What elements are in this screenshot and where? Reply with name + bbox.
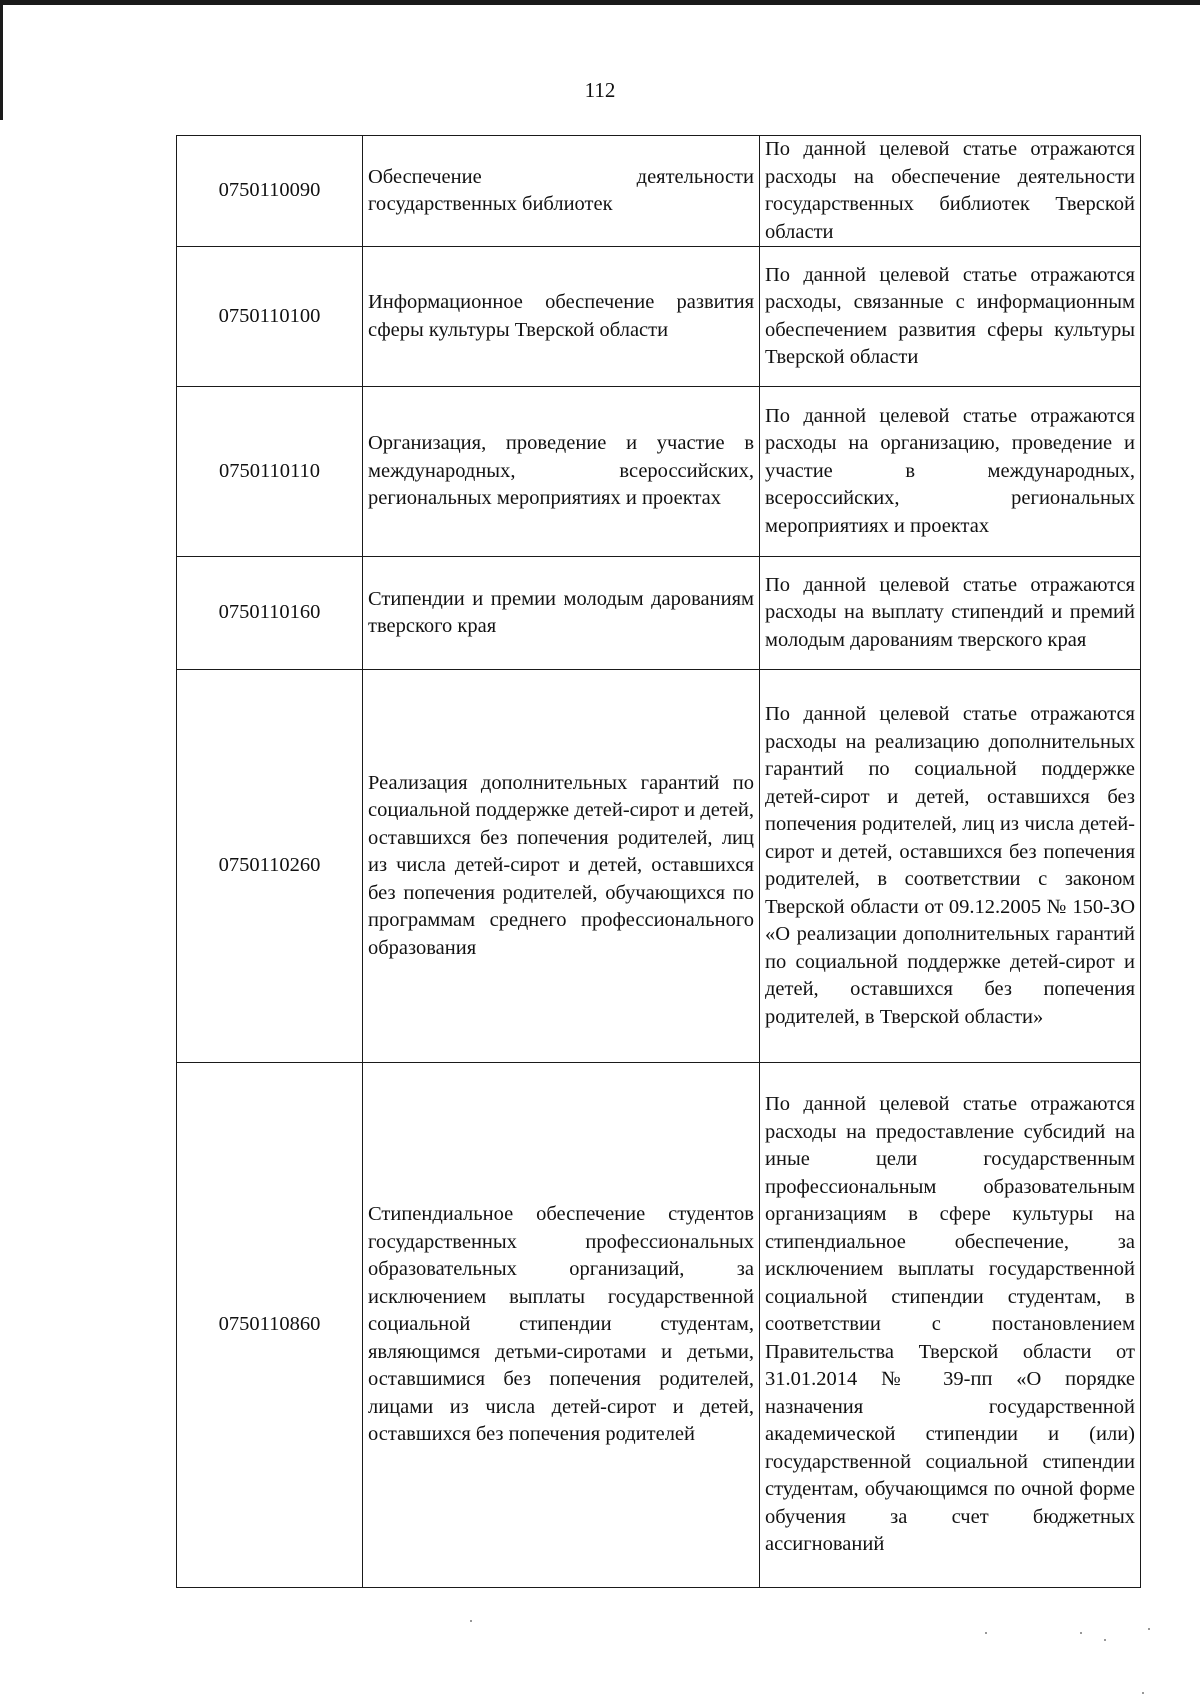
row-code: 0750110090 [177, 136, 363, 247]
table-row [177, 387, 1141, 557]
row-description: По данной целевой статье отражаются расходы на реализацию дополнительных гарантий по социальной поддержке детей-сирот и детей, оставшихся без попечения родителей, лиц из числа детей-сирот и детей, оставшихся без попечения родителей, в соответствии с законом Тверской области от 09.12.2005 № 150-ЗО «О реализации дополнительных гарантий по социальной поддержке детей-сирот и детей, оставшихся без попечения родителей, в Тверской области» [760, 670, 1141, 1063]
table-row [177, 1063, 1141, 1588]
row-name: Стипендиальное обеспечение студентов государственных профессиональных образовательных организаций, за исключением выплаты государственной социальной стипендии студентам, являющимся детьми-сиротами и детьми, оставшимися без попечения родителей, лицами из числа детей-сирот и детей, оставшихся без попечения родителей [363, 1063, 760, 1588]
row-description: По данной целевой статье отражаются расходы, связанные с информационным обеспечением развития сферы культуры Тверской области [760, 247, 1141, 387]
scan-speck [1104, 1639, 1106, 1641]
scan-speck [1148, 1628, 1150, 1630]
scan-speck [985, 1632, 987, 1634]
page-number: 112 [584, 78, 616, 102]
table-row [177, 247, 1141, 387]
row-code: 0750110100 [177, 247, 363, 387]
table-row [177, 670, 1141, 1063]
row-code: 0750110110 [177, 387, 363, 557]
scan-speck [1142, 1692, 1144, 1694]
row-description: По данной целевой статье отражаются расходы на выплату стипендий и премий молодым дарованиям тверского края [760, 557, 1141, 670]
row-description: По данной целевой статье отражаются расходы на предоставление субсидий на иные цели государственным профессиональным образовательным организациям в сфере культуры на стипендиальное обеспечение, за исключением выплаты государственной социальной стипендии студентам, в соответствии с постановлением Правительства Тверской области от 31.01.2014 № 39-пп «О порядке назначения государственной академической стипендии и (или) государственной социальной стипендии студентам, обучающимся по очной форме обучения за счет бюджетных ассигнований [760, 1063, 1141, 1588]
table-row [177, 136, 1141, 247]
scan-speck [470, 1620, 472, 1622]
table-row [177, 557, 1141, 670]
row-name: Реализация дополнительных гарантий по социальной поддержке детей-сирот и детей, оставшихся без попечения родителей, лиц из числа детей-сирот и детей, оставшихся без попечения родителей, обучающихся по программам среднего профессионального образования [363, 670, 760, 1063]
budget-classification-table [176, 135, 1141, 1588]
row-name: Стипендии и премии молодым дарованиям тверского края [363, 557, 760, 670]
row-name: Обеспечение деятельности государственных библиотек [363, 136, 760, 247]
scan-edge-top [0, 0, 1200, 5]
scan-speck [1080, 1632, 1082, 1634]
row-code: 0750110260 [177, 670, 363, 1063]
row-code: 0750110860 [177, 1063, 363, 1588]
row-code: 0750110160 [177, 557, 363, 670]
row-name: Организация, проведение и участие в международных, всероссийских, региональных мероприятиях и проектах [363, 387, 760, 557]
row-name: Информационное обеспечение развития сферы культуры Тверской области [363, 247, 760, 387]
row-description: По данной целевой статье отражаются расходы на организацию, проведение и участие в международных, всероссийских, региональных мероприятиях и проектах [760, 387, 1141, 557]
row-description: По данной целевой статье отражаются расходы на обеспечение деятельности государственных библиотек Тверской области [760, 136, 1141, 247]
